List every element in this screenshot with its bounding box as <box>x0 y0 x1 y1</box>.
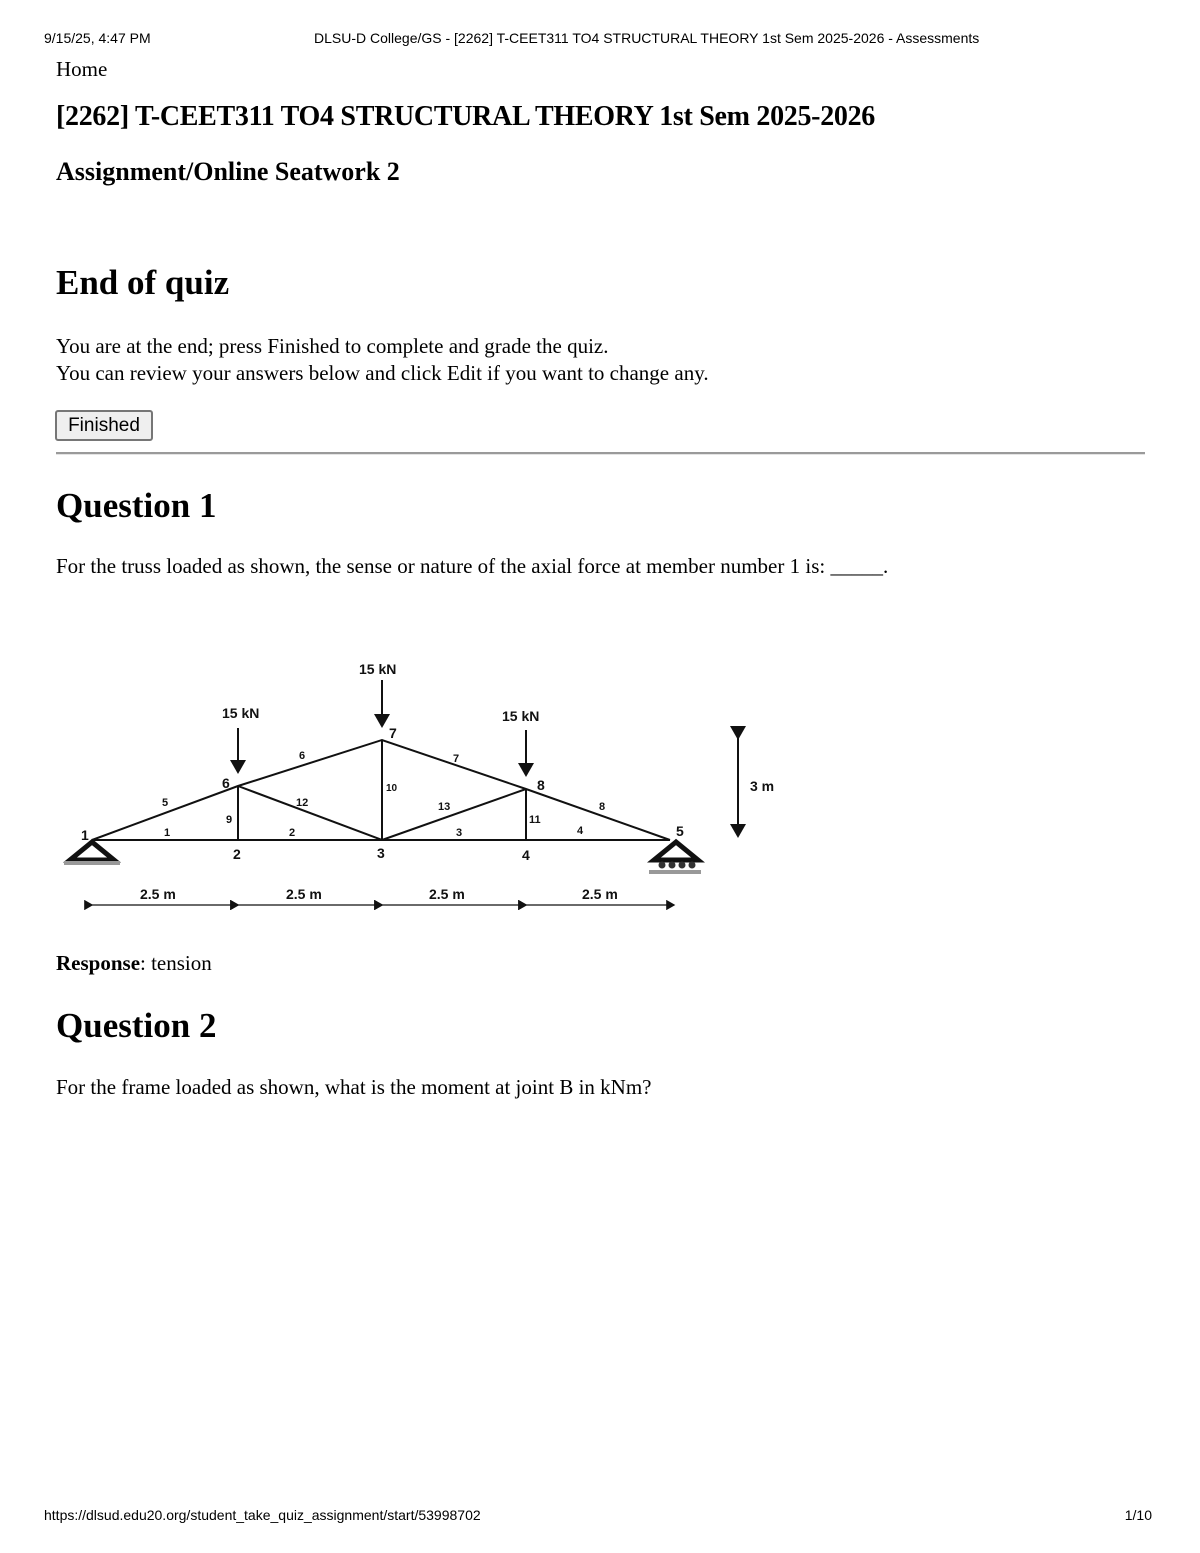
member-label-3: 3 <box>456 827 463 839</box>
span-label-1: 2.5 m <box>140 886 176 902</box>
joint-label-6: 6 <box>222 775 230 791</box>
span-label-2: 2.5 m <box>286 886 322 902</box>
load-label-joint-7: 15 kN <box>359 661 397 677</box>
truss-diagram <box>56 650 796 922</box>
member-label-7: 7 <box>453 753 460 765</box>
member-label-2: 2 <box>289 827 296 839</box>
member-label-1: 1 <box>164 827 171 839</box>
print-document-title: DLSU-D College/GS - [2262] T-CEET311 TO4 STRUCTURAL THEORY 1st Sem 2025-2026 - Assessments <box>314 30 980 46</box>
print-header <box>44 30 1156 48</box>
span-label-4: 2.5 m <box>582 886 618 902</box>
load-label-joint-8: 15 kN <box>502 708 540 724</box>
question-2-heading: Question 2 <box>56 1006 217 1045</box>
joint-label-2: 2 <box>233 846 241 862</box>
question-1-text: For the truss loaded as shown, the sense or nature of the axial force at member number 1 is: _____. <box>56 554 889 578</box>
print-page-number: 1/10 <box>1124 1507 1152 1523</box>
member-label-5: 5 <box>162 797 169 809</box>
course-title: [2262] T-CEET311 TO4 STRUCTURAL THEORY 1st Sem 2025-2026 <box>56 101 875 132</box>
print-footer <box>44 1507 1156 1525</box>
member-label-9: 9 <box>226 814 233 826</box>
member-label-8: 8 <box>599 801 606 813</box>
joint-label-1: 1 <box>81 827 89 843</box>
joint-label-7: 7 <box>389 725 397 741</box>
height-label: 3 m <box>750 778 775 794</box>
print-url: https://dlsud.edu20.org/student_take_quiz_assignment/start/53998702 <box>44 1507 481 1523</box>
joint-label-8: 8 <box>537 777 545 793</box>
question-2-text: For the frame loaded as shown, what is the moment at joint B in kNm? <box>56 1075 652 1099</box>
pin-support <box>64 842 120 865</box>
member-label-10: 10 <box>386 783 398 794</box>
truss-members <box>92 740 670 840</box>
load-label-joint-6: 15 kN <box>222 705 260 721</box>
member-12 <box>238 786 382 840</box>
question-1-heading: Question 1 <box>56 486 217 525</box>
divider <box>56 452 1145 455</box>
joint-label-4: 4 <box>522 847 530 863</box>
finished-button[interactable]: Finished <box>55 410 153 441</box>
member-label-6: 6 <box>299 750 306 762</box>
print-date: 9/15/25, 4:47 PM <box>44 30 151 46</box>
joint-label-3: 3 <box>377 845 385 861</box>
end-of-quiz-review-note: You can review your answers below and click Edit if you want to change any. <box>56 361 709 385</box>
end-of-quiz-instruction: You are at the end; press Finished to complete and grade the quiz. <box>56 334 609 358</box>
member-label-11: 11 <box>529 814 541 826</box>
response-value: : tension <box>140 951 212 975</box>
member-13 <box>382 789 526 840</box>
question-1-response <box>56 951 212 976</box>
home-link[interactable]: Home <box>56 57 108 81</box>
member-label-4: 4 <box>577 825 584 837</box>
response-label: Response <box>56 951 141 975</box>
end-of-quiz-heading: End of quiz <box>56 263 230 302</box>
joint-label-5: 5 <box>676 823 684 839</box>
span-label-3: 2.5 m <box>429 886 465 902</box>
assignment-title: Assignment/Online Seatwork 2 <box>56 157 400 186</box>
roller-support <box>649 842 701 874</box>
member-label-13: 13 <box>438 801 451 813</box>
member-label-12: 12 <box>296 797 309 809</box>
